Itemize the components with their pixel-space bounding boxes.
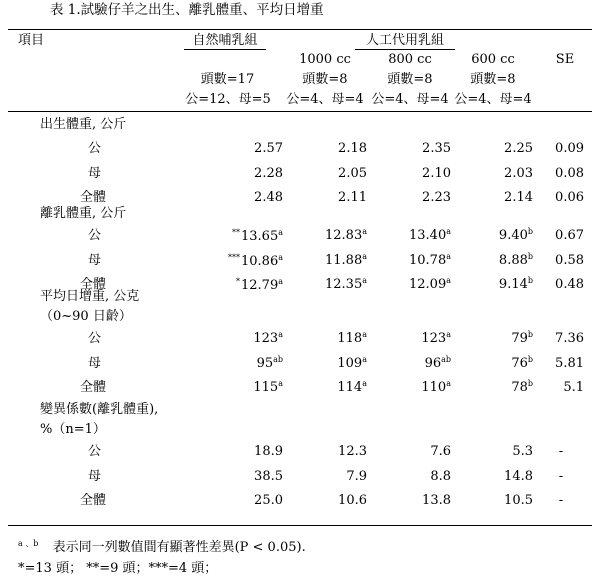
se-cell: 0.08: [555, 165, 584, 181]
col-2-heads: 頭數=8: [387, 72, 433, 87]
cell-value: 2.57: [254, 141, 283, 156]
table-cell: [443, 229, 533, 242]
footnote-significance: [18, 540, 306, 554]
section-label-2: %（n=1）: [40, 422, 106, 437]
cell-value: 96: [424, 355, 442, 371]
cell-value: 10.6: [338, 493, 367, 508]
table-cell: [361, 332, 451, 345]
table-cell: [277, 167, 367, 180]
table-cell: [443, 142, 533, 155]
cell-value: 95: [256, 355, 274, 371]
section-label: 離乳體重, 公斤: [40, 206, 127, 221]
table-cell: [361, 191, 451, 204]
cell-value: 115: [253, 380, 279, 395]
table-cell: [441, 354, 533, 371]
table-cell: [193, 142, 283, 155]
significance-letter: b: [527, 276, 533, 285]
row-label: 全體: [80, 493, 107, 508]
col-3-vol: 600 cc: [471, 52, 515, 67]
table-cell: [193, 229, 283, 243]
se-cell: 7.36: [555, 331, 584, 346]
cell-value: 78: [511, 380, 528, 395]
cell-value: 109: [337, 355, 363, 371]
table-cell: [193, 191, 283, 204]
table-cell: [361, 278, 451, 291]
cell-value: 8.8: [430, 468, 451, 484]
table-cell: [443, 445, 533, 458]
cell-value: 7.9: [346, 468, 367, 484]
header-natural-group: 自然哺乳組: [192, 33, 258, 48]
significance-letter: a: [446, 227, 451, 236]
footnote-sup: a 、b: [18, 539, 39, 548]
count-marker: *: [236, 277, 240, 286]
table-cell: [277, 278, 367, 291]
cell-value: 2.11: [338, 190, 367, 205]
table-cell: [361, 470, 451, 483]
cell-value: 2.35: [422, 141, 451, 156]
cell-value: 9.40: [498, 228, 528, 243]
cell-value: 9.14: [498, 277, 528, 292]
cell-value: 12.79: [241, 278, 279, 293]
table-cell: [193, 494, 283, 507]
cell-value: 12.09: [409, 277, 447, 292]
table-cell: [361, 229, 451, 242]
se-cell: 0.48: [555, 277, 584, 292]
row-label: 母: [88, 252, 102, 268]
se-cell: -: [558, 468, 564, 484]
significance-letter: a: [446, 276, 451, 285]
table-cell: [193, 332, 283, 345]
row-label: 公: [88, 444, 102, 459]
se-cell: 0.58: [555, 252, 584, 268]
table-cell: [277, 191, 367, 204]
table-cell: [361, 381, 451, 394]
row-label: 公: [88, 228, 102, 243]
table-cell: [277, 470, 367, 483]
col-1-vol: 1000 cc: [299, 52, 351, 67]
cell-value: 2.23: [422, 190, 451, 205]
significance-letter: b: [527, 227, 533, 236]
significance-letter: a: [278, 252, 283, 262]
se-cell: 0.67: [555, 228, 584, 243]
count-marker: **: [232, 228, 240, 237]
significance-letter: ab: [441, 354, 451, 364]
se-cell: -: [558, 444, 564, 459]
significance-letter: b: [527, 379, 533, 388]
table-cell: [193, 470, 283, 483]
significance-letter: a: [362, 251, 367, 261]
significance-letter: a: [446, 379, 451, 388]
cell-value: 110: [421, 380, 447, 395]
cell-value: 76: [511, 355, 528, 371]
cell-value: 12.3: [338, 444, 367, 459]
table-cell: [277, 381, 367, 394]
cell-value: 18.9: [254, 444, 283, 459]
cell-value: 13.8: [422, 493, 451, 508]
table-cell: [361, 494, 451, 507]
cell-value: 2.10: [422, 165, 451, 181]
col-2-vol: 800 cc: [388, 52, 432, 67]
cell-value: 12.83: [325, 228, 363, 243]
bottom-rule: [8, 525, 592, 526]
cell-value: 114: [337, 380, 363, 395]
table-cell: [361, 142, 451, 155]
table-cell: [277, 229, 367, 242]
significance-letter: a: [362, 330, 367, 339]
significance-letter: b: [527, 354, 533, 364]
section-label-2: （0~90 日齡）: [40, 309, 132, 324]
significance-letter: a: [278, 379, 283, 388]
table-cell: [193, 445, 283, 458]
table-cell: [361, 354, 451, 371]
table-cell: [193, 167, 283, 180]
table-cell: [193, 254, 283, 268]
table-cell: [361, 167, 451, 180]
natural-heads: 頭數=17: [200, 72, 255, 87]
cell-value: 123: [421, 331, 447, 346]
significance-letter: b: [527, 251, 533, 261]
significance-letter: a: [446, 330, 451, 339]
cell-value: 2.48: [254, 190, 283, 205]
table-cell: [443, 470, 533, 483]
table-cell: [443, 381, 533, 394]
table-cell: [277, 332, 367, 345]
table-cell: [193, 381, 283, 394]
header-artificial-group: 人工代用乳組: [365, 33, 444, 48]
table-cell: [443, 494, 533, 507]
significance-letter: b: [527, 330, 533, 339]
table-cell: [193, 354, 283, 371]
row-label: 全體: [80, 277, 107, 292]
cell-value: 118: [337, 331, 363, 346]
artificial-group-underline: [355, 49, 455, 50]
cell-value: 13.40: [409, 228, 447, 243]
cell-value: 2.25: [504, 141, 533, 156]
table-cell: [443, 191, 533, 204]
cell-value: 10.86: [241, 253, 279, 269]
row-label: 母: [88, 355, 102, 371]
table-cell: [443, 251, 533, 268]
header-rule: [8, 111, 592, 112]
natural-group-underline: [184, 49, 266, 50]
cell-value: 123: [253, 331, 279, 346]
significance-letter: ab: [273, 354, 283, 364]
cell-value: 2.03: [504, 165, 533, 181]
se-cell: 5.1: [563, 380, 584, 395]
significance-letter: a: [362, 354, 367, 364]
row-label: 母: [88, 165, 102, 181]
significance-letter: a: [362, 379, 367, 388]
table-title: 表 1.試驗仔羊之出生、離乳體重、平均日增重: [50, 2, 324, 18]
significance-letter: a: [278, 277, 283, 286]
col-1-heads: 頭數=8: [302, 72, 348, 87]
cell-value: 13.65: [241, 229, 279, 244]
row-label: 全體: [80, 190, 107, 205]
cell-value: 12.35: [325, 277, 363, 292]
table-cell: [277, 445, 367, 458]
row-label: 全體: [80, 380, 107, 395]
table-cell: [443, 278, 533, 291]
row-label: 公: [88, 331, 102, 346]
section-label: 平均日增重, 公克: [40, 289, 140, 304]
cell-value: 10.78: [409, 252, 447, 268]
se-cell: 0.06: [555, 190, 584, 205]
section-label: 出生體重, 公斤: [40, 117, 127, 132]
footnote-counts: *=13 頭； **=9 頭；***=4 頭；: [18, 561, 218, 576]
table-cell: [277, 142, 367, 155]
cell-value: 10.5: [504, 493, 533, 508]
cell-value: 2.18: [338, 141, 367, 156]
cell-value: 25.0: [254, 493, 283, 508]
table-cell: [277, 251, 367, 268]
footnote-line1: 表示同一列數值間有顯著性差異(P < 0.05).: [52, 540, 306, 555]
header-item: 項目: [18, 33, 45, 48]
col-3-heads: 頭數=8: [470, 72, 516, 87]
section-label: 變異係數(離乳體重),: [40, 402, 159, 417]
col-2-sex: 公=4、母=4: [371, 92, 449, 107]
se-cell: 0.09: [555, 141, 584, 156]
cell-value: 79: [511, 331, 528, 346]
significance-letter: a: [278, 228, 283, 237]
cell-value: 8.88: [498, 252, 528, 268]
col-3-sex: 公=4、母=4: [454, 92, 532, 107]
table-cell: [193, 278, 283, 292]
cell-value: 7.6: [430, 444, 451, 459]
row-label: 母: [88, 468, 102, 484]
table-cell: [443, 332, 533, 345]
count-marker: ***: [228, 252, 240, 262]
cell-value: 11.88: [325, 252, 363, 268]
significance-letter: a: [278, 330, 283, 339]
significance-letter: a: [362, 227, 367, 236]
table-cell: [443, 167, 533, 180]
cell-value: 38.5: [254, 468, 283, 484]
row-label: 公: [88, 141, 102, 156]
cell-value: 5.3: [512, 444, 533, 459]
significance-letter: a: [362, 276, 367, 285]
table-cell: [361, 251, 451, 268]
table-cell: [361, 445, 451, 458]
cell-value: 14.8: [504, 468, 533, 484]
cell-value: 2.28: [254, 165, 283, 181]
cell-value: 2.05: [338, 165, 367, 181]
se-cell: -: [558, 493, 564, 508]
se-cell: 5.81: [555, 355, 584, 371]
table-cell: [277, 494, 367, 507]
top-rule: [8, 29, 592, 30]
header-se: SE: [555, 52, 575, 67]
col-1-sex: 公=4、母=4: [286, 92, 364, 107]
significance-letter: a: [446, 251, 451, 261]
cell-value: 2.14: [504, 190, 533, 205]
natural-sex: 公=12、母=5: [185, 92, 271, 107]
